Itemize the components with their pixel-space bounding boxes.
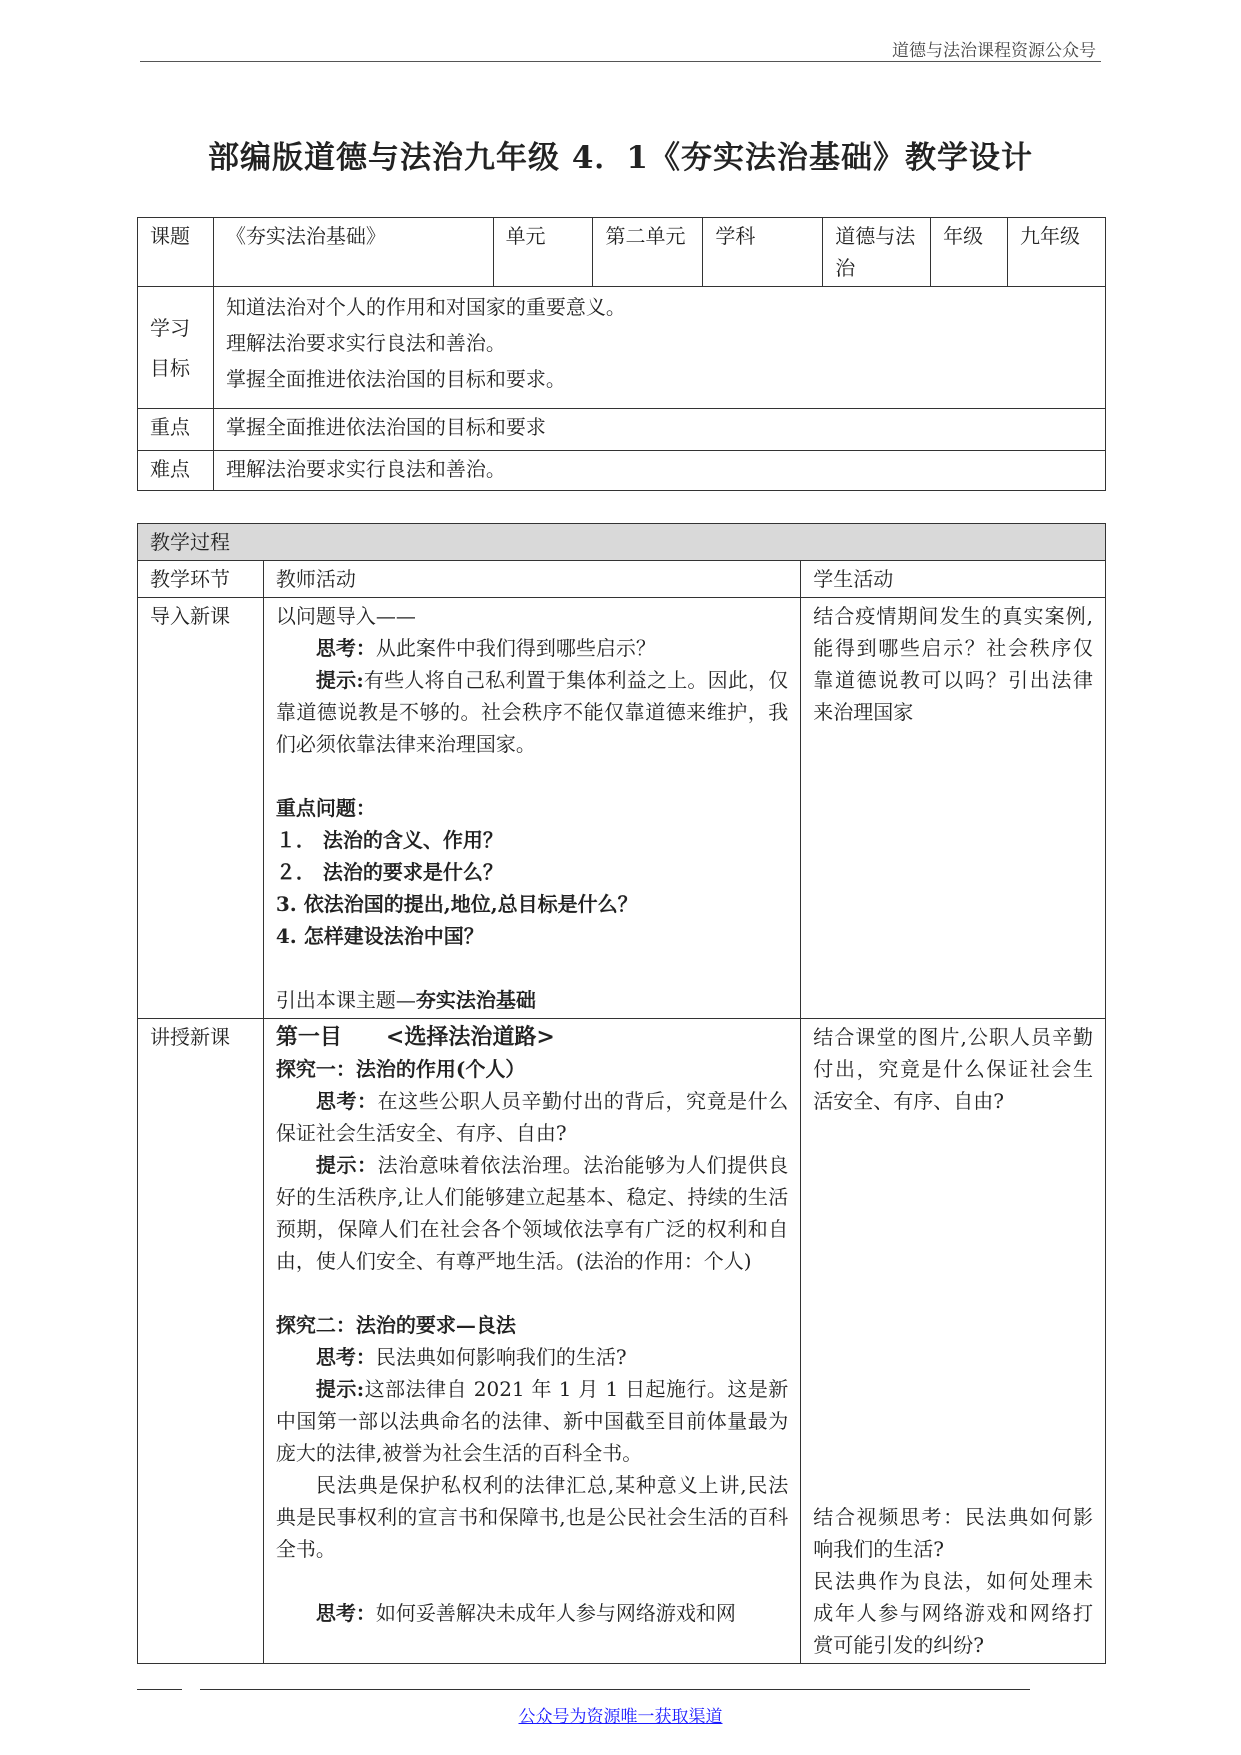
student-activity-intro: 结合疫情期间发生的真实案例,能得到哪些启示？社会秩序仅靠道德说教可以吗？引出法律来治理国家	[801, 598, 1106, 1019]
difficult-value: 理解法治要求实行良法和善治。	[213, 451, 1105, 491]
think1-text: 在这些公职人员辛勤付出的背后，究竟是什么保证社会生活安全、有序、自由?	[275, 1089, 789, 1145]
student-note: 结合视频思考：民法典如何影响我们的生活?	[813, 1505, 1093, 1561]
unit-value: 第二单元	[593, 218, 703, 287]
think1-label: 思考：	[315, 1089, 378, 1113]
think-text: 从此案件中我们得到哪些启示？	[375, 636, 656, 660]
process-table	[137, 523, 1106, 1664]
question-item: １． 法治的含义、作用？	[275, 828, 503, 852]
page-header-text: 道德与法治课程资源公众号	[892, 41, 1096, 61]
header-teacher: 教师活动	[263, 561, 800, 598]
header-divider	[140, 61, 1101, 62]
header-stage: 教学环节	[138, 561, 264, 598]
grade-value: 九年级	[1008, 218, 1106, 287]
lead-topic-line	[276, 984, 788, 1016]
hint-text: 有些人将自己私利置于集体利益之上。因此，仅靠道德说教是不够的。社会秩序不能仅靠道德来维护，我们必须依靠法律来治理国家。	[275, 668, 789, 756]
intro-line: 以问题导入——	[275, 604, 416, 628]
footer-link[interactable]: 公众号为资源唯一获取渠道	[518, 1707, 723, 1727]
question-item: 4. 怎样建设法治中国？	[275, 924, 484, 948]
hint2-label: 提示:	[315, 1377, 365, 1401]
document-title: 部编版道德与法治九年级 4．1《夯实法治基础》教学设计	[208, 140, 1033, 176]
student-note: 结合课堂的图片,公职人员辛勤付出，究竟是什么保证社会生活安全、有序、自由?	[813, 1025, 1093, 1113]
lead-prefix: 引出本课主题—	[275, 988, 416, 1012]
subject-label: 学科	[703, 218, 823, 287]
goal-item: 理解法治要求实行良法和善治。	[225, 331, 506, 355]
goals-label: 学习目标	[138, 287, 214, 409]
subject-value: 道德与法治	[823, 218, 931, 287]
hint-paragraph	[276, 664, 788, 760]
hint2-paragraph	[276, 1373, 788, 1469]
grade-label: 年级	[931, 218, 1008, 287]
goals-cell	[213, 287, 1105, 409]
think3-text: 如何妥善解决未成年人参与网络游戏和网	[375, 1601, 736, 1625]
footer-divider-left	[137, 1689, 182, 1690]
goal-item: 掌握全面推进依法治国的目标和要求。	[225, 367, 566, 391]
hint2-text: 这部法律自 2021 年 1 月 1 日起施行。这是新中国第一部以法典命名的法律、新中国截至目前体量最为庞大的法律,被誉为社会生活的百科全书。	[275, 1377, 789, 1465]
hint1-paragraph	[276, 1149, 788, 1277]
civil-code-paragraph: 民法典是保护私权利的法律汇总,某种意义上讲,民法典是民事权利的宣言书和保障书,也是公民社会生活的百科全书。	[275, 1473, 789, 1561]
process-title: 教学过程	[138, 524, 1106, 561]
topic-label: 课题	[138, 218, 214, 287]
explore1-title: 探究一：法治的作用(个人）	[275, 1057, 526, 1081]
info-table	[137, 217, 1106, 491]
goal-item: 知道法治对个人的作用和对国家的重要意义。	[225, 295, 626, 319]
think2-label: 思考：	[315, 1345, 376, 1369]
student-note: 民法典作为良法，如何处理未成年人参与网络游戏和网络打赏可能引发的纠纷?	[813, 1569, 1093, 1657]
key-label: 重点	[138, 409, 214, 451]
key-value: 掌握全面推进依法治国的目标和要求	[213, 409, 1105, 451]
hint1-text: 法治意味着依法治理。法治能够为人们提供良好的生活秩序,让人们能够建立起基本、稳定、持续的生活预期，保障人们在社会各个领域依法享有广泛的权利和自由，使人们安全、有尊严地生活。(法治的作用：个人)	[275, 1153, 789, 1273]
teacher-activity-intro	[263, 598, 800, 1019]
student-activity-teaching	[801, 1019, 1106, 1664]
think-label: 思考：	[315, 636, 376, 660]
header-student: 学生活动	[801, 561, 1106, 598]
unit-label: 单元	[493, 218, 593, 287]
footer-divider	[200, 1689, 1030, 1690]
explore2-title: 探究二：法治的要求—良法	[275, 1313, 516, 1337]
think2-text: 民法典如何影响我们的生活?	[375, 1345, 627, 1369]
hint1-label: 提示：	[315, 1153, 378, 1177]
question-item: 3. 依法治国的提出,地位,总目标是什么？	[275, 892, 638, 916]
think3-paragraph	[276, 1597, 788, 1629]
section-title: 第一目 <选择法治道路>	[275, 1024, 555, 1050]
hint-label: 提示:	[315, 668, 364, 692]
stage-teaching: 讲授新课	[138, 1019, 264, 1664]
stage-intro: 导入新课	[138, 598, 264, 1019]
think3-label: 思考：	[315, 1601, 376, 1625]
think1-paragraph	[276, 1085, 788, 1149]
teacher-activity-teaching	[263, 1019, 800, 1664]
lead-topic: 夯实法治基础	[415, 988, 536, 1012]
think2-paragraph	[276, 1341, 788, 1373]
key-questions-label: 重点问题：	[275, 796, 376, 820]
topic-value: 《夯实法治基础》	[213, 218, 493, 287]
question-item: ２． 法治的要求是什么？	[275, 860, 503, 884]
think-paragraph	[276, 632, 788, 664]
difficult-label: 难点	[138, 451, 214, 491]
